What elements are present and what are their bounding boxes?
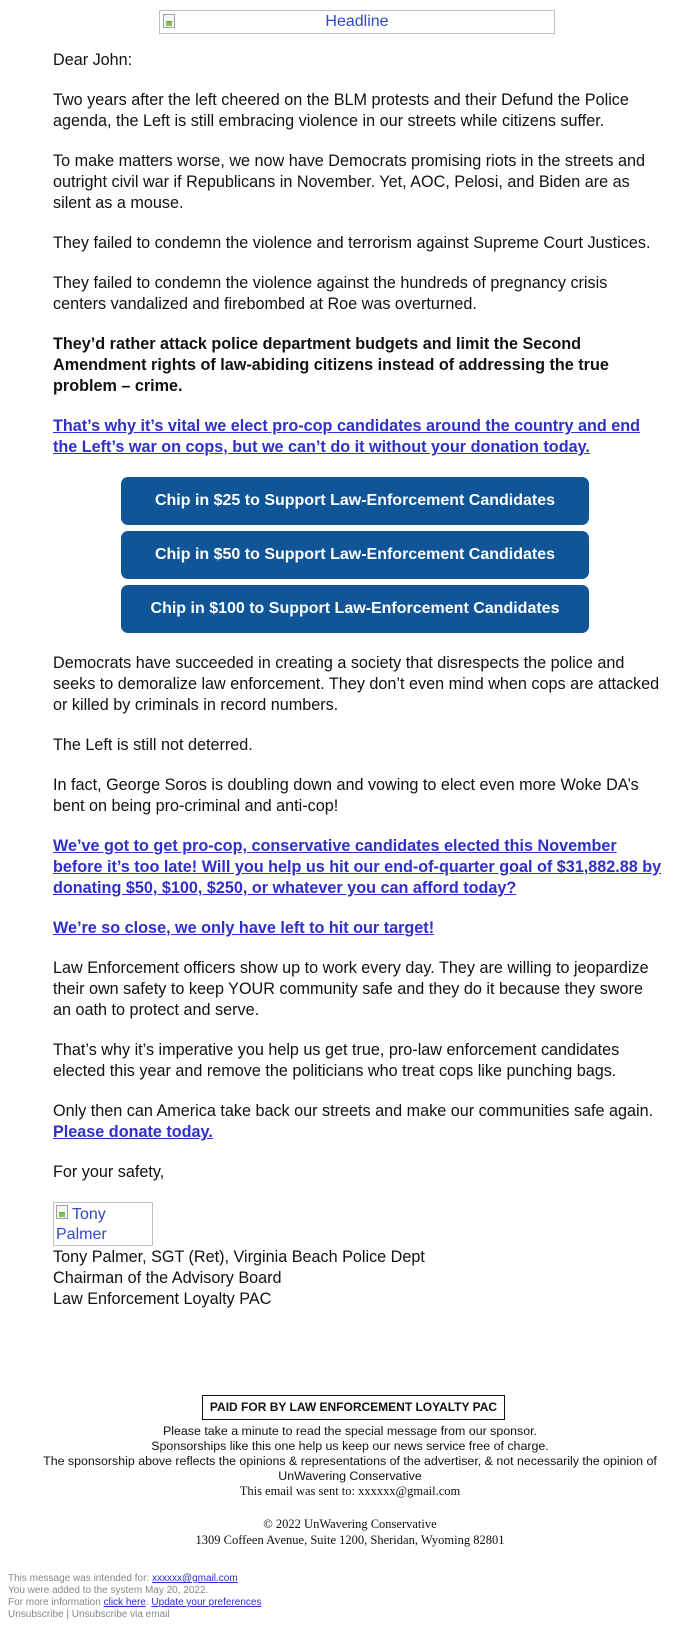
footer-unsubscribe (8, 1609, 688, 1621)
footer-more-info-label: For more information (8, 1597, 101, 1608)
paragraph-6: Democrats have succeeded in creating a society that disrespects the police and seeks to demoralize law enforcement. They don’t even mind when cops are attacked or killed by criminals in record numbers. (53, 654, 660, 714)
email-body (53, 50, 663, 1310)
please-donate-link[interactable]: Please donate today. (53, 1123, 213, 1141)
greeting: Dear John: (53, 51, 133, 69)
paragraph-1: Two years after the left cheered on the BLM protests and their Defund the Police agenda, the Left is still embracing violence in our streets while citizens suffer. (53, 91, 629, 130)
paid-for-box: PAID FOR BY LAW ENFORCEMENT LOYALTY PAC (202, 1395, 505, 1420)
signature-image (53, 1202, 153, 1246)
footer-more-info: For more information click here. Update your preferences (8, 1597, 262, 1608)
headline-image-alt: Headline (325, 13, 389, 30)
sponsor-message (25, 1424, 675, 1499)
paragraph-8: In fact, George Soros is doubling down and vowing to elect even more Woke DA’s bent on being pro-criminal and anti-cop! (53, 776, 639, 815)
signature-name: Tony Palmer, SGT (Ret), Virginia Beach Police Dept (53, 1248, 425, 1266)
footer-separator: | (66, 1609, 69, 1620)
donate-link-1[interactable]: That’s why it’s vital we elect pro-cop candidates around the country and end the Left’s war on cops, but we can’t do it without your donation today. (53, 417, 641, 456)
paragraph-7: The Left is still not deterred. (53, 736, 253, 754)
closing: For your safety, (53, 1163, 165, 1181)
donate-link-paragraph-3 (53, 918, 663, 939)
headline-image (159, 10, 555, 34)
sponsor-line-2: Sponsorships like this one help us keep our news service free of charge. (151, 1439, 549, 1453)
chip-in-100-button[interactable]: Chip in $100 to Support Law-Enforcement Candidates (121, 585, 589, 633)
postal-address: 1309 Coffeen Avenue, Suite 1200, Sheridan, Wyoming 82801 (195, 1533, 505, 1547)
update-preferences-link[interactable]: Update your preferences (151, 1597, 262, 1608)
unsubscribe-link[interactable]: Unsubscribe (8, 1609, 64, 1620)
sent-to-line: This email was sent to: xxxxxx@gmail.com (239, 1484, 461, 1498)
copyright: © 2022 UnWavering Conservative (263, 1517, 437, 1531)
donate-link-paragraph-1 (53, 416, 663, 458)
signature-image-alt: Tony Palmer (56, 1206, 107, 1243)
donate-link-3[interactable]: We’re so close, we only have left to hit our target! (53, 919, 435, 937)
sponsor-line-1: Please take a minute to read the special message from our sponsor. (163, 1424, 537, 1438)
paragraph-4: They failed to condemn the violence against the hundreds of pregnancy crisis centers vandalized and firebombed at Roe was overturned. (53, 274, 608, 313)
email-footer (8, 1573, 688, 1621)
chip-in-50-button[interactable]: Chip in $50 to Support Law-Enforcement Candidates (121, 531, 589, 579)
donate-link-paragraph-2 (53, 836, 663, 899)
footer-added: You were added to the system May 20, 2022. (8, 1585, 209, 1596)
footer-email-link[interactable]: xxxxxx@gmail.com (151, 1573, 238, 1584)
paragraph-5-bold: They’d rather attack police department budgets and limit the Second Amendment rights of law-abiding citizens instead of addressing the true problem – crime. (53, 335, 609, 395)
broken-image-icon (56, 1205, 68, 1219)
copyright-block (25, 1516, 675, 1548)
signature-title: Chairman of the Advisory Board (53, 1269, 282, 1287)
paragraph-2: To make matters worse, we now have Democrats promising riots in the streets and outright civil war if Republicans in November. Yet, AOC, Pelosi, and Biden are as silent as a mouse. (53, 152, 645, 212)
broken-image-icon (163, 14, 175, 28)
click-here-link[interactable]: click here (103, 1597, 146, 1608)
paragraph-11 (53, 1101, 663, 1143)
paragraph-9: Law Enforcement officers show up to work every day. They are willing to jeopardize their own safety to keep YOUR community safe and they do it because they swore an oath to protect and serve. (53, 959, 649, 1019)
donate-link-2[interactable]: We’ve got to get pro-cop, conservative candidates elected this November before it’s too late! Will you help us hit our end-of-quarter goal of $31,882.88 by donating $50, $100, $250, or whatever you can afford today? (53, 837, 662, 897)
footer-intended-label: This message was intended for: (8, 1573, 150, 1584)
sponsor-line-3: The sponsorship above reflects the opinions & representations of the advertiser, & not necessarily the opinion of UnWavering Conservative (43, 1454, 657, 1483)
paragraph-11-text: Only then can America take back our streets and make our communities safe again. (53, 1102, 654, 1120)
donation-buttons (53, 477, 663, 633)
footer-intended (8, 1573, 688, 1585)
chip-in-25-button[interactable]: Chip in $25 to Support Law-Enforcement Candidates (121, 477, 589, 525)
unsubscribe-via-email-link[interactable]: Unsubscribe via email (71, 1609, 170, 1620)
paragraph-10: That’s why it’s imperative you help us get true, pro-law enforcement candidates elected this year and remove the politicians who treat cops like punching bags. (53, 1041, 620, 1080)
signature-org: Law Enforcement Loyalty PAC (53, 1290, 272, 1308)
paragraph-3: They failed to condemn the violence and terrorism against Supreme Court Justices. (53, 234, 651, 252)
